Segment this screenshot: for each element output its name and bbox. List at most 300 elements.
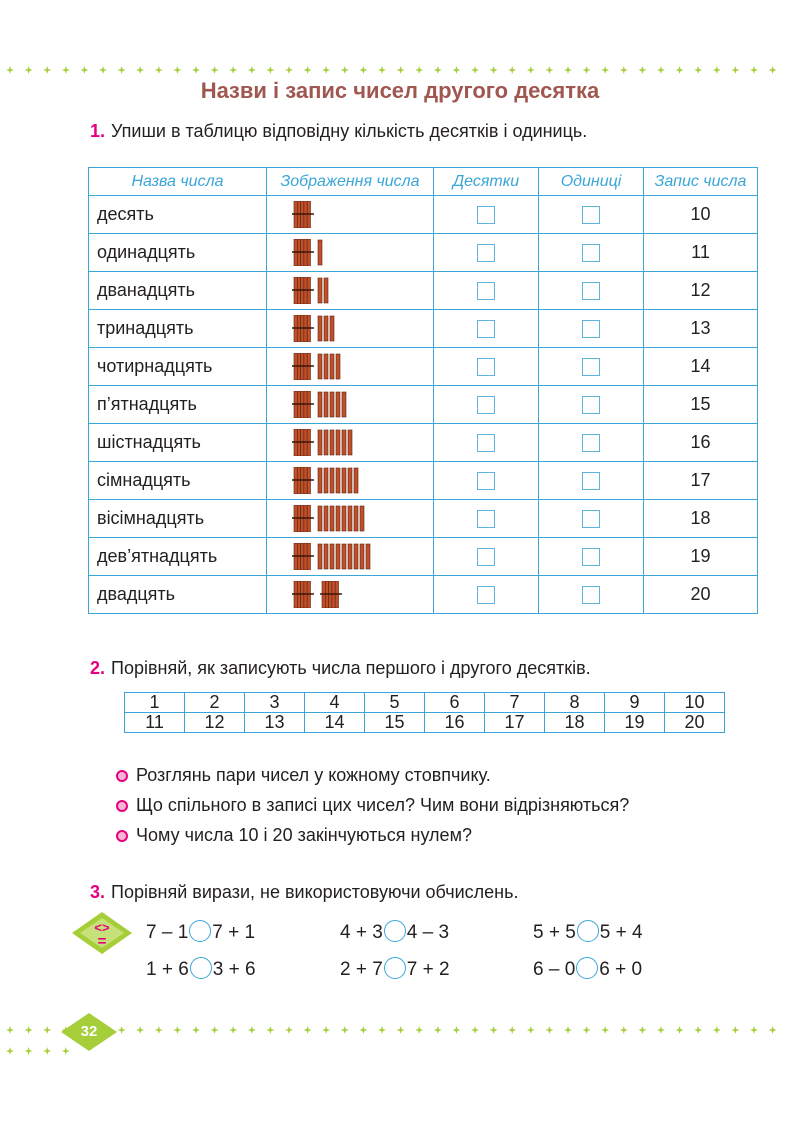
- star-icon: [620, 66, 628, 74]
- star-border-bottom: [0, 1024, 800, 1036]
- star-icon: [341, 1026, 349, 1034]
- star-icon: [136, 1026, 144, 1034]
- star-icon: [527, 66, 535, 74]
- single-stick-icon: [318, 430, 322, 455]
- units-cell: [539, 196, 644, 234]
- table-row: [89, 348, 758, 386]
- compare-circle[interactable]: [190, 957, 212, 979]
- sticks-picture: [292, 391, 432, 418]
- units-input-box[interactable]: [582, 510, 600, 528]
- star-icon: [731, 66, 739, 74]
- tens-input-box[interactable]: [477, 206, 495, 224]
- star-icon: [713, 1026, 721, 1034]
- number-record: 15: [644, 386, 758, 424]
- star-icon: [248, 1026, 256, 1034]
- bullet-icon: [116, 770, 128, 782]
- expression-5: 2 + 7 7 + 2: [340, 959, 450, 980]
- star-icon: [397, 66, 405, 74]
- number-cell: 19: [605, 713, 665, 733]
- page-number-badge: [60, 1012, 118, 1052]
- star-icon: [62, 66, 70, 74]
- sticks-picture: [292, 201, 432, 228]
- star-icon: [378, 66, 386, 74]
- number-name: дванадцять: [89, 272, 267, 310]
- second-ten-row: [125, 713, 725, 733]
- units-cell: [539, 272, 644, 310]
- single-stick-icon: [318, 392, 322, 417]
- compare-circle[interactable]: [384, 957, 406, 979]
- star-icon: [769, 1026, 777, 1034]
- number-name: вісімнадцять: [89, 500, 267, 538]
- star-icon: [155, 66, 163, 74]
- tens-input-box[interactable]: [477, 510, 495, 528]
- sticks-picture: [292, 429, 432, 456]
- bullet-icon: [116, 830, 128, 842]
- number-record: 17: [644, 462, 758, 500]
- bundle-of-ten-icon: [292, 543, 314, 570]
- single-stick-icon: [336, 506, 340, 531]
- units-input-box[interactable]: [582, 320, 600, 338]
- star-icon: [322, 1026, 330, 1034]
- single-stick-icon: [324, 430, 328, 455]
- star-icon: [750, 66, 758, 74]
- star-icon: [490, 1026, 498, 1034]
- star-icon: [229, 66, 237, 74]
- number-cell: 9: [605, 693, 665, 713]
- star-icon: [545, 1026, 553, 1034]
- bundle-of-ten-icon: [320, 581, 342, 608]
- star-icon: [43, 66, 51, 74]
- star-icon: [25, 66, 33, 74]
- single-stick-icon: [324, 468, 328, 493]
- sticks-picture: [292, 467, 432, 494]
- star-icon: [508, 1026, 516, 1034]
- star-icon: [657, 1026, 665, 1034]
- tens-cell: [434, 234, 539, 272]
- bundle-of-ten-icon: [292, 391, 314, 418]
- number-name: одинадцять: [89, 234, 267, 272]
- task-2-number: 2.: [90, 658, 106, 678]
- table-header-row: [89, 168, 758, 196]
- single-stick-icon: [330, 544, 334, 569]
- star-icon: [434, 66, 442, 74]
- number-record: 20: [644, 576, 758, 614]
- bundle-of-ten-icon: [292, 201, 314, 228]
- number-cell: 1: [125, 693, 185, 713]
- number-cell: 18: [545, 713, 605, 733]
- single-stick-icon: [330, 430, 334, 455]
- tens-cell: [434, 462, 539, 500]
- header-tens: Десятки: [434, 168, 539, 196]
- single-stick-icon: [348, 430, 352, 455]
- star-icon: [750, 1026, 758, 1034]
- bullet-icon: [116, 800, 128, 812]
- task-1-heading: [90, 121, 587, 142]
- number-record: 18: [644, 500, 758, 538]
- single-stick-icon: [318, 544, 322, 569]
- number-cell: 6: [425, 693, 485, 713]
- expression-6: 6 – 0 6 + 0: [533, 959, 643, 980]
- number-name: дев’ятнадцять: [89, 538, 267, 576]
- compare-circle[interactable]: [189, 920, 211, 942]
- star-icon: [25, 1047, 33, 1055]
- single-stick-icon: [324, 316, 328, 341]
- single-stick-icon: [318, 354, 322, 379]
- compare-circle[interactable]: [576, 957, 598, 979]
- single-stick-icon: [342, 430, 346, 455]
- star-icon: [676, 66, 684, 74]
- star-border-top: [0, 64, 800, 76]
- star-icon: [434, 1026, 442, 1034]
- star-icon: [601, 1026, 609, 1034]
- star-icon: [713, 66, 721, 74]
- single-stick-icon: [318, 240, 322, 265]
- single-stick-icon: [324, 354, 328, 379]
- number-cell: 3: [245, 693, 305, 713]
- bundle-of-ten-icon: [292, 467, 314, 494]
- star-icon: [6, 1026, 14, 1034]
- table-row: [89, 386, 758, 424]
- star-icon: [173, 1026, 181, 1034]
- star-icon: [266, 1026, 274, 1034]
- number-record: 16: [644, 424, 758, 462]
- star-icon: [638, 1026, 646, 1034]
- star-icon: [564, 1026, 572, 1034]
- expression-2: 4 + 3 4 – 3: [340, 922, 450, 943]
- star-icon: [304, 66, 312, 74]
- star-icon: [211, 66, 219, 74]
- star-icon: [452, 1026, 460, 1034]
- star-icon: [136, 66, 144, 74]
- number-image: [267, 348, 434, 386]
- units-cell: [539, 500, 644, 538]
- number-image: [267, 500, 434, 538]
- number-image: [267, 538, 434, 576]
- number-cell: 20: [665, 713, 725, 733]
- number-cell: 5: [365, 693, 425, 713]
- single-stick-icon: [360, 506, 364, 531]
- task-3-number: 3.: [90, 882, 106, 902]
- star-icon: [620, 1026, 628, 1034]
- number-record: 11: [644, 234, 758, 272]
- units-cell: [539, 462, 644, 500]
- star-icon: [415, 66, 423, 74]
- table-row: [89, 462, 758, 500]
- tens-input-box[interactable]: [477, 586, 495, 604]
- star-icon: [378, 1026, 386, 1034]
- star-icon: [285, 1026, 293, 1034]
- number-cell: 2: [185, 693, 245, 713]
- star-icon: [248, 66, 256, 74]
- sticks-picture: [292, 353, 432, 380]
- star-icon: [43, 1026, 51, 1034]
- table-row: [89, 234, 758, 272]
- tens-cell: [434, 538, 539, 576]
- units-input-box[interactable]: [582, 282, 600, 300]
- star-icon: [359, 66, 367, 74]
- number-record: 10: [644, 196, 758, 234]
- table-row: [89, 272, 758, 310]
- page-title: Нaзви і запис чисел другого десятка: [200, 78, 600, 103]
- single-stick-icon: [324, 544, 328, 569]
- task-1-number: 1.: [90, 121, 106, 141]
- table-row: [89, 196, 758, 234]
- compare-sign-icon: [70, 910, 134, 956]
- table-row: [89, 500, 758, 538]
- star-icon: [192, 1026, 200, 1034]
- task-3-heading: [90, 882, 519, 903]
- single-stick-icon: [360, 544, 364, 569]
- tens-input-box[interactable]: [477, 358, 495, 376]
- expression-3: 5 + 5 5 + 4: [533, 922, 643, 943]
- star-icon: [359, 1026, 367, 1034]
- star-icon: [43, 1047, 51, 1055]
- tens-cell: [434, 424, 539, 462]
- header-image: Зображення числа: [267, 168, 434, 196]
- number-cell: 11: [125, 713, 185, 733]
- single-stick-icon: [342, 506, 346, 531]
- single-stick-icon: [354, 506, 358, 531]
- list-item: Чому числа 10 і 20 закінчуються нулем?: [116, 820, 629, 850]
- star-border-bottom-2: [0, 1045, 800, 1057]
- table-row: [89, 538, 758, 576]
- star-icon: [155, 1026, 163, 1034]
- star-icon: [769, 66, 777, 74]
- units-cell: [539, 424, 644, 462]
- star-icon: [694, 66, 702, 74]
- units-input-box[interactable]: [582, 472, 600, 490]
- number-cell: 17: [485, 713, 545, 733]
- single-stick-icon: [318, 278, 322, 303]
- units-input-box[interactable]: [582, 434, 600, 452]
- tens-input-box[interactable]: [477, 434, 495, 452]
- sticks-picture: [292, 581, 432, 608]
- number-record: 19: [644, 538, 758, 576]
- sticks-picture: [292, 239, 432, 266]
- single-stick-icon: [348, 468, 352, 493]
- task-3-text: Порівняй вирази, не використовуючи обчислень.: [111, 882, 519, 902]
- expression-4: 1 + 6 3 + 6: [146, 959, 256, 980]
- header-name: Назва числа: [89, 168, 267, 196]
- units-cell: [539, 234, 644, 272]
- single-stick-icon: [318, 468, 322, 493]
- tens-input-box[interactable]: [477, 472, 495, 490]
- table-row: [89, 424, 758, 462]
- number-name: десять: [89, 196, 267, 234]
- star-icon: [192, 66, 200, 74]
- star-icon: [99, 66, 107, 74]
- single-stick-icon: [324, 392, 328, 417]
- units-cell: [539, 348, 644, 386]
- single-stick-icon: [318, 506, 322, 531]
- single-stick-icon: [330, 506, 334, 531]
- number-image: [267, 576, 434, 614]
- number-image: [267, 196, 434, 234]
- number-cell: 16: [425, 713, 485, 733]
- single-stick-icon: [318, 316, 322, 341]
- star-icon: [676, 1026, 684, 1034]
- number-image: [267, 310, 434, 348]
- bundle-of-ten-icon: [292, 581, 314, 608]
- number-image: [267, 462, 434, 500]
- units-cell: [539, 538, 644, 576]
- single-stick-icon: [348, 506, 352, 531]
- units-input-box[interactable]: [582, 244, 600, 262]
- sticks-picture: [292, 505, 432, 532]
- star-icon: [6, 1047, 14, 1055]
- number-name: чотирнадцять: [89, 348, 267, 386]
- single-stick-icon: [324, 278, 328, 303]
- single-stick-icon: [330, 392, 334, 417]
- star-icon: [452, 66, 460, 74]
- single-stick-icon: [348, 544, 352, 569]
- page-number: 32: [80, 1023, 98, 1040]
- number-name: тринадцять: [89, 310, 267, 348]
- units-input-box[interactable]: [582, 358, 600, 376]
- star-icon: [80, 66, 88, 74]
- star-icon: [657, 66, 665, 74]
- units-cell: [539, 310, 644, 348]
- star-icon: [229, 1026, 237, 1034]
- task-2-text: Порівняй, як записують числа першого і другого десятків.: [111, 658, 591, 678]
- star-icon: [527, 1026, 535, 1034]
- star-icon: [304, 1026, 312, 1034]
- svg-text:=: =: [97, 933, 107, 950]
- task-1-text: Упиши в таблицю відповідну кількість десятків і одиниць.: [111, 121, 588, 141]
- star-icon: [508, 66, 516, 74]
- numbers-table: [88, 167, 758, 614]
- star-icon: [415, 1026, 423, 1034]
- number-name: сімнадцять: [89, 462, 267, 500]
- tens-input-box[interactable]: [477, 396, 495, 414]
- single-stick-icon: [336, 354, 340, 379]
- single-stick-icon: [330, 354, 334, 379]
- tens-input-box[interactable]: [477, 548, 495, 566]
- units-cell: [539, 576, 644, 614]
- list-item: Розглянь пари чисел у кожному стовпчику.: [116, 760, 629, 790]
- expression-1: 7 – 1 7 + 1: [146, 922, 256, 943]
- star-icon: [601, 66, 609, 74]
- svg-text:<>: <>: [94, 920, 110, 935]
- single-stick-icon: [336, 392, 340, 417]
- units-cell: [539, 386, 644, 424]
- compare-circle[interactable]: [577, 920, 599, 942]
- star-icon: [322, 66, 330, 74]
- number-record: 13: [644, 310, 758, 348]
- number-cell: 13: [245, 713, 305, 733]
- star-icon: [583, 1026, 591, 1034]
- star-icon: [731, 1026, 739, 1034]
- task-2-questions: [116, 760, 629, 850]
- single-stick-icon: [354, 544, 358, 569]
- single-stick-icon: [354, 468, 358, 493]
- tens-cell: [434, 272, 539, 310]
- list-item: Що спільного в записі цих чисел? Чим вони відрізняються?: [116, 790, 629, 820]
- star-icon: [285, 66, 293, 74]
- compare-numbers-table: [124, 692, 725, 733]
- number-name: шістнадцять: [89, 424, 267, 462]
- single-stick-icon: [336, 468, 340, 493]
- units-input-box[interactable]: [582, 206, 600, 224]
- star-icon: [211, 1026, 219, 1034]
- number-name: двадцять: [89, 576, 267, 614]
- star-icon: [266, 66, 274, 74]
- single-stick-icon: [342, 468, 346, 493]
- star-icon: [471, 66, 479, 74]
- table-row: [89, 576, 758, 614]
- units-input-box[interactable]: [582, 548, 600, 566]
- number-image: [267, 272, 434, 310]
- star-icon: [25, 1026, 33, 1034]
- star-icon: [118, 1026, 126, 1034]
- star-icon: [341, 66, 349, 74]
- star-icon: [173, 66, 181, 74]
- number-name: п’ятнадцять: [89, 386, 267, 424]
- number-cell: 8: [545, 693, 605, 713]
- task-2-heading: [90, 658, 591, 679]
- units-input-box[interactable]: [582, 396, 600, 414]
- number-cell: 7: [485, 693, 545, 713]
- single-stick-icon: [342, 392, 346, 417]
- number-cell: 15: [365, 713, 425, 733]
- first-ten-row: [125, 693, 725, 713]
- star-icon: [471, 1026, 479, 1034]
- sticks-picture: [292, 543, 432, 570]
- compare-circle[interactable]: [384, 920, 406, 942]
- bundle-of-ten-icon: [292, 505, 314, 532]
- tens-cell: [434, 386, 539, 424]
- bundle-of-ten-icon: [292, 315, 314, 342]
- star-icon: [638, 66, 646, 74]
- table-row: [89, 310, 758, 348]
- single-stick-icon: [336, 544, 340, 569]
- header-record: Запис числа: [644, 168, 758, 196]
- tens-input-box[interactable]: [477, 244, 495, 262]
- single-stick-icon: [324, 506, 328, 531]
- bundle-of-ten-icon: [292, 239, 314, 266]
- bundle-of-ten-icon: [292, 277, 314, 304]
- tens-input-box[interactable]: [477, 320, 495, 338]
- tens-input-box[interactable]: [477, 282, 495, 300]
- star-icon: [545, 66, 553, 74]
- single-stick-icon: [342, 544, 346, 569]
- sticks-picture: [292, 315, 432, 342]
- single-stick-icon: [336, 430, 340, 455]
- tens-cell: [434, 576, 539, 614]
- number-cell: 14: [305, 713, 365, 733]
- star-icon: [694, 1026, 702, 1034]
- tens-cell: [434, 196, 539, 234]
- single-stick-icon: [330, 316, 334, 341]
- header-units: Одиниці: [539, 168, 644, 196]
- number-image: [267, 234, 434, 272]
- tens-cell: [434, 348, 539, 386]
- single-stick-icon: [330, 468, 334, 493]
- star-icon: [490, 66, 498, 74]
- tens-cell: [434, 310, 539, 348]
- units-input-box[interactable]: [582, 586, 600, 604]
- number-cell: 12: [185, 713, 245, 733]
- bundle-of-ten-icon: [292, 429, 314, 456]
- star-icon: [583, 66, 591, 74]
- star-icon: [397, 1026, 405, 1034]
- number-image: [267, 386, 434, 424]
- tens-cell: [434, 500, 539, 538]
- number-cell: 10: [665, 693, 725, 713]
- bundle-of-ten-icon: [292, 353, 314, 380]
- star-icon: [6, 66, 14, 74]
- star-icon: [118, 66, 126, 74]
